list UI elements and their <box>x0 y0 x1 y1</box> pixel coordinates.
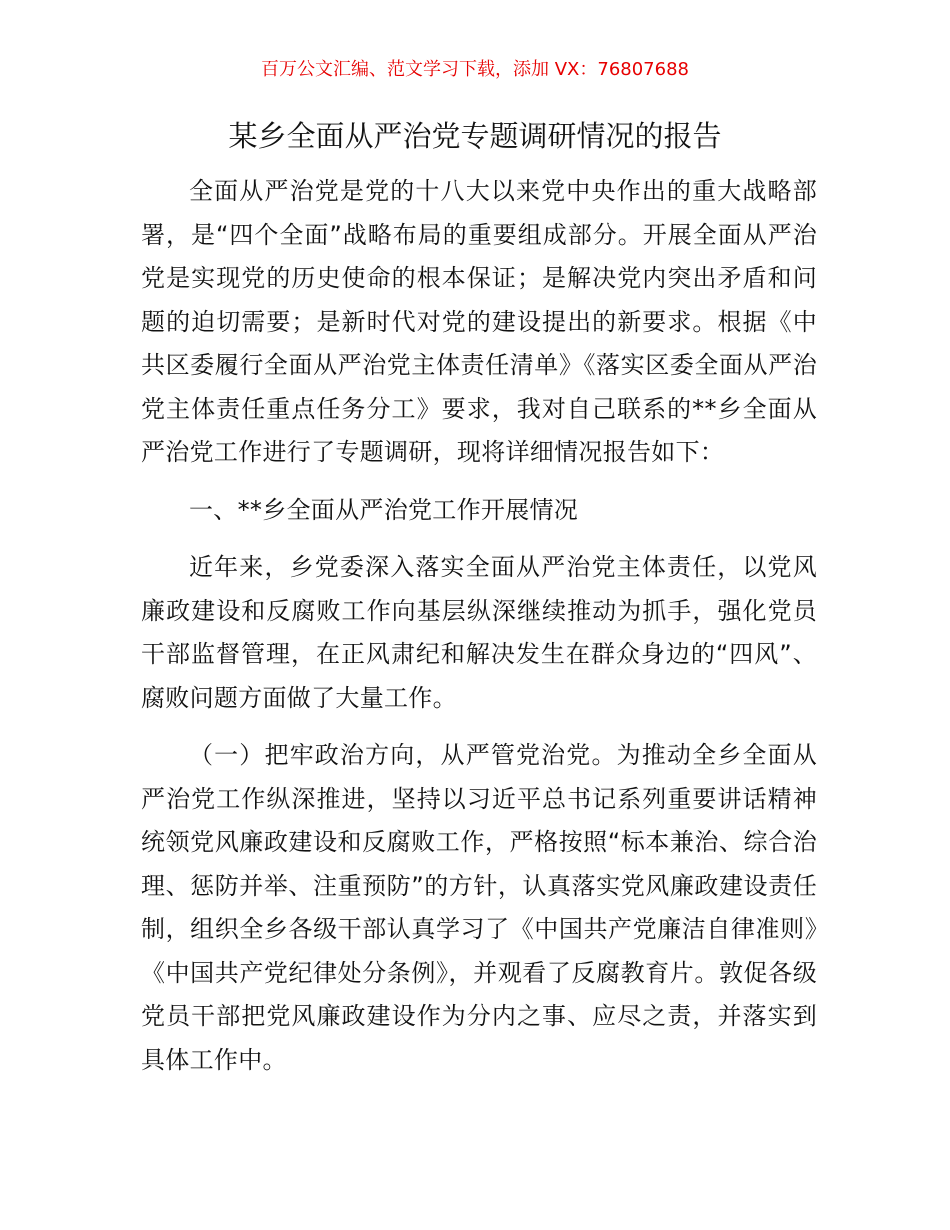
watermark-banner: 百万公文汇编、范文学习下载，添加 VX：76807688 <box>261 59 689 80</box>
document-body <box>141 170 817 1082</box>
body-paragraph: （一）把牢政治方向，从严管党治党。为推动全乡全面从严治党工作纵深推进，坚持以习近平总书记系列重要讲话精神统领党风廉政建设和反腐败工作，严格按照“标本兼治、综合治理、惩防并举、注重预防”的方针，认真落实党风廉政建设责任制，组织全乡各级干部认真学习了《中国共产党廉洁自律准则》《中国共产党纪律处分条例》，并观看了反腐教育片。敦促各级党员干部把党风廉政建设作为分内之事、应尽之责，并落实到具体工作中。 <box>141 741 817 1074</box>
intro-paragraph: 全面从严治党是党的十八大以来党中央作出的重大战略部署，是“四个全面”战略布局的重要组成部分。开展全面从严治党是实现党的历史使命的根本保证；是解决党内突出矛盾和问题的迫切需要；是新时代对党的建设提出的新要求。根据《中共区委履行全面从严治党主体责任清单》《落实区委全面从严治党主体责任重点任务分工》要求，我对自己联系的**乡全面从严治党工作进行了专题调研，现将详细情况报告如下： <box>141 177 817 466</box>
body-paragraph: 近年来，乡党委深入落实全面从严治党主体责任，以党风廉政建设和反腐败工作向基层纵深继续推动为抓手，强化党员干部监督管理，在正风肃纪和解决发生在群众身边的“四风”、腐败问题方面做了大量工作。 <box>141 553 817 712</box>
section-heading: 一、**乡全面从严治党工作开展情况 <box>189 495 579 524</box>
document-title: 某乡全面从严治党专题调研情况的报告 <box>228 119 722 153</box>
